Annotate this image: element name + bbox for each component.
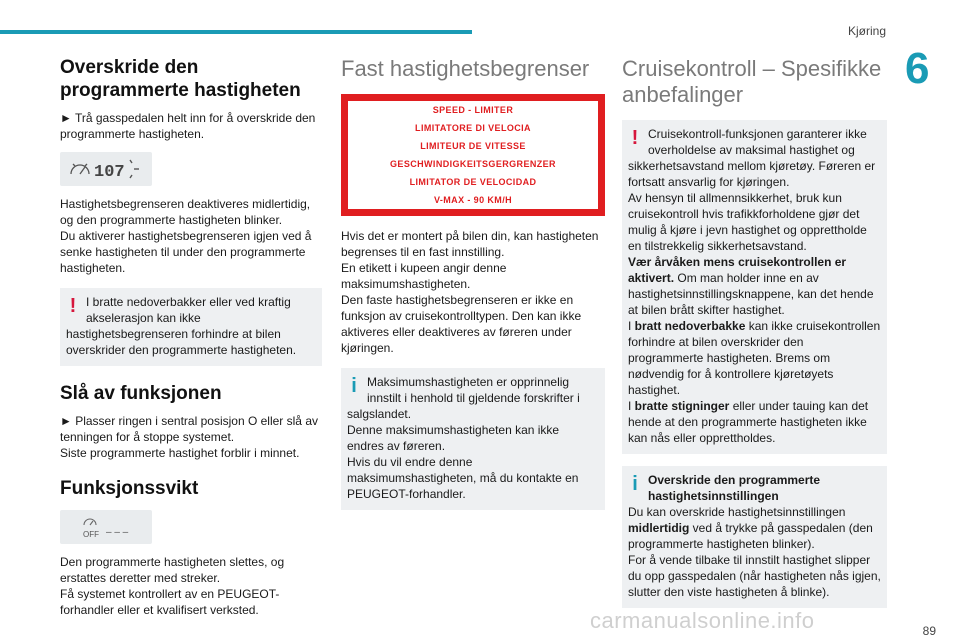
column-right (622, 56, 887, 608)
warning-span: Om man holder inne en av hastighetsinnstillingsknappene, kan det hende at bilen brått skifter hastighet. (628, 271, 874, 317)
fault-display-icon (60, 510, 152, 544)
warning-text-rest: hastighetsbegrenseren forhindre at bilen overskrider den programmerte hastigheten. (66, 327, 297, 357)
info-span: Du kan overskride hastighetsinnstillingen (628, 505, 846, 519)
info-text-first: Maksimumshastigheten er opprinnelig innstilt i henhold til gjeldende forskrifter i (367, 375, 580, 405)
paragraph-fault: Den programmerte hastigheten slettes, og erstattes deretter med streker. (60, 555, 285, 585)
warning-bold: Vær årvåken mens cruisekontrollen er aktivert. (628, 255, 847, 285)
section-label: Kjøring (847, 24, 886, 38)
paragraph-not-cruise: Den faste hastighetsbegrenseren er ikke en funksjon av cruisekontrolltypen. Den kan ikke aktiveres eller deaktiveres av føreren under kjøringen. (341, 293, 582, 355)
info-note (341, 368, 605, 510)
paragraph-deactivated: Hastighetsbegrenseren deaktiveres midlertidig, og den programmerte hastigheten blinker. (60, 197, 311, 227)
heading-cruisekontroll: Cruisekontroll – Spesifikke anbefalinger (622, 56, 882, 107)
warning-text (628, 318, 881, 398)
warning-span: I (628, 399, 635, 413)
sign-line: LIMITEUR DE VITESSE (420, 140, 526, 151)
heading-overskride: Overskride den programmerte hastigheten (60, 57, 301, 101)
info-text: Denne maksimumshastigheten kan ikke endres av føreren. (347, 423, 560, 453)
column-left (60, 56, 322, 618)
step-text-off: ► Plasser ringen i sentral posisjon O eller slå av tenningen for å stoppe systemet. (60, 414, 318, 444)
info-text: For å vende tilbake til innstilt hastighet slipper du opp gasspedalen (når hastigheten nås igjen, slutter den viste hastigheten å blinke). (628, 553, 881, 599)
warning-text-first: I bratte nedoverbakker eller ved kraftig akselerasjon kan ikke (86, 295, 291, 325)
warning-text: sikkerhetsavstand mellom kjøretøy. Føreren er fortsatt ansvarlig for kjøringen. (628, 159, 876, 189)
warning-text (628, 398, 881, 446)
off-label: OFF (83, 530, 99, 539)
info-span: ved å trykke på gasspedalen (den programmerte hastigheten blinker). (628, 521, 873, 551)
header-accent-bar (0, 30, 472, 34)
sign-line: SPEED - LIMITER (432, 104, 514, 115)
paragraph-memory: Siste programmerte hastighet forblir i minnet. (60, 446, 300, 460)
step-text: ► Trå gasspedalen helt inn for å overskride den programmerte hastigheten. (60, 111, 316, 141)
fault-dashes: – – – (106, 527, 129, 538)
info-text: salgslandet. (347, 407, 412, 421)
watermark: carmanualsonline.info (590, 608, 815, 633)
display-value: 107 (94, 163, 125, 182)
info-icon: i (351, 375, 357, 397)
warning-note (60, 288, 322, 366)
sign-line: V-MAX - 90 KM/H (433, 194, 512, 205)
speed-limiter-label (341, 94, 605, 216)
info-note-cruise (622, 466, 887, 608)
heading-fast-hastighetsbegrenser: Fast hastighetsbegrenser (341, 56, 590, 81)
sign-line: LIMITATORE DI VELOCIA (415, 122, 531, 133)
sign-line: GESCHWINDIGKEITSGERGRENZER (390, 158, 556, 169)
sign-line: LIMITATOR DE VELOCIDAD (409, 176, 537, 187)
paragraph-fixed-setting: Hvis det er montert på bilen din, kan hastigheten begrenses til en fast innstilling. (341, 229, 599, 259)
heading-slaa-av: Slå av funksjonen (60, 383, 222, 404)
info-title: Overskride den programmerte hastighetsinnstillingen (648, 473, 821, 503)
speed-limiter-display (60, 152, 152, 186)
warning-text-first: Cruisekontroll-funksjonen garanterer ikke overholdelse av maksimal hastighet og (648, 127, 867, 157)
paragraph-service: Få systemet kontrollert av en PEUGEOT-forhandler eller et kvalifisert verksted. (60, 587, 280, 617)
paragraph-reactivate: Du aktiverer hastighetsbegrenseren igjen ved å senke hastigheten til under den programmerte hastigheten. (60, 229, 312, 275)
heading-funksjonssvikt: Funksjonssvikt (60, 478, 199, 499)
column-middle (341, 56, 605, 510)
warning-text: Av hensyn til allmennsikkerhet, bruk kun cruisekontroll hvis trafikkforholdene gjør det mulig å kjøre i jevn hastighet og opprettholde en tilstrekkelig sikkerhetsavstand. (628, 191, 867, 253)
info-text: Hvis du vil endre denne maksimumshastigheten, må du kontakte en PEUGEOT-forhandler. (347, 455, 579, 501)
warning-note-cruise (622, 120, 887, 454)
warning-bold: bratt nedoverbakke (634, 319, 746, 333)
fault-display (60, 510, 152, 544)
paragraph-label: En etikett i kupeen angir denne maksimumshastigheten. (341, 261, 507, 291)
warning-span: eller under tauing kan det hende at den programmerte hastigheten ikke kan nås eller opprettholdes. (628, 399, 869, 445)
warning-bold: bratte stigninger (634, 399, 730, 413)
warning-icon: ! (69, 295, 77, 317)
info-icon: i (632, 473, 638, 495)
warning-text (628, 254, 881, 318)
info-bold: midlertidig (628, 521, 690, 535)
speed-limiter-icon (60, 152, 152, 186)
warning-span: I (628, 319, 635, 333)
chapter-number: 6 (905, 44, 930, 93)
warning-span: kan ikke cruisekontrollen forhindre at bilen overskrider den programmerte hastigheten. Brems om nødvendig for å kontrollere kjøretøyets hastighet. (628, 319, 881, 397)
info-text (628, 504, 881, 552)
speed-limiter-label-inner (348, 101, 598, 209)
page-number: 89 (922, 624, 936, 638)
warning-icon: ! (631, 127, 639, 149)
